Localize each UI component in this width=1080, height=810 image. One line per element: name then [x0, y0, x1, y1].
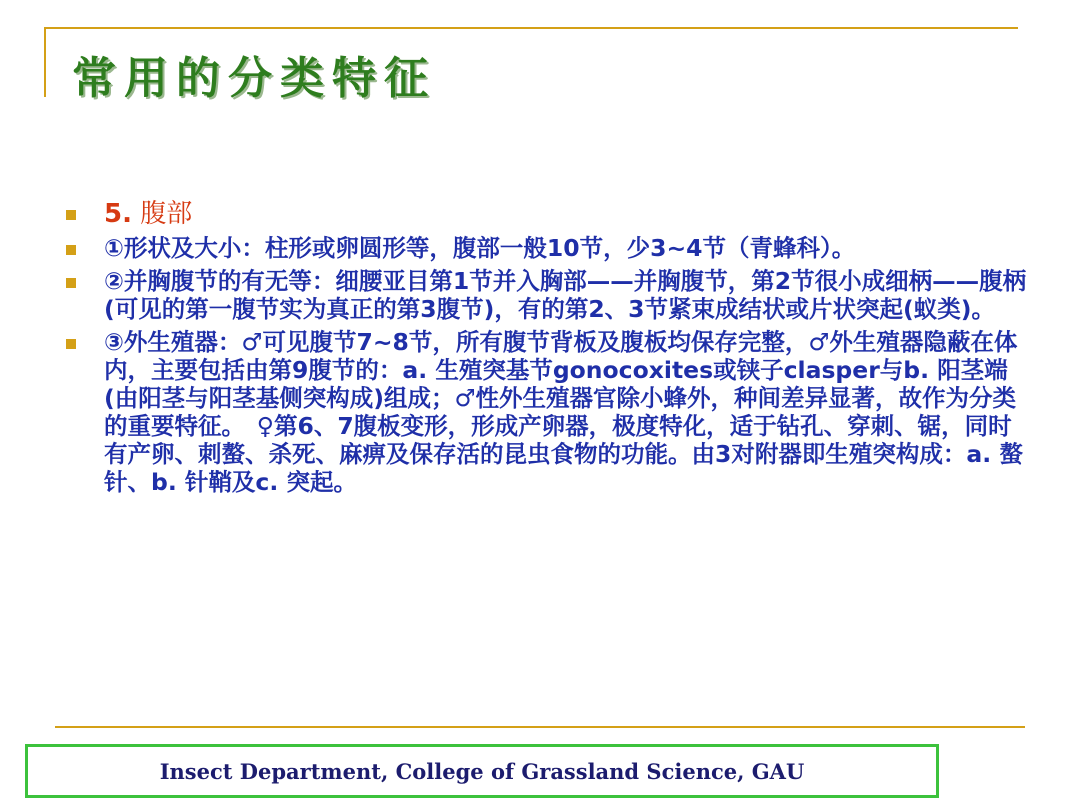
- footer-text: Insect Department, College of Grassland Science, GAU: [159, 758, 805, 784]
- list-item: [62, 267, 1032, 323]
- bottom-rule: [55, 726, 1025, 728]
- section-label: 腹部: [131, 199, 193, 229]
- list-item-text: ①形状及大小：柱形或卵圆形等，腹部一般10节，少3~4节（青蜂科）。: [104, 234, 856, 262]
- bullet-marker: [66, 278, 76, 288]
- bullet-list: [62, 196, 1032, 501]
- section-heading: [62, 196, 1032, 232]
- section-number: 5.: [104, 199, 132, 229]
- slide-title: 常用的分类特征: [72, 53, 436, 104]
- bullet-marker: [66, 210, 76, 220]
- list-item-text: ②并胸腹节的有无等：细腰亚目第1节并入胸部——并胸腹节，第2节很小成细柄——腹柄(可见的第一腹节实为真正的第3腹节)，有的第2、3节紧束成结状或片状突起(蚁类)。: [104, 267, 1027, 323]
- bullet-marker: [66, 339, 76, 349]
- list-item: [62, 234, 1032, 262]
- list-item: [62, 328, 1032, 496]
- top-rule: [44, 27, 1018, 29]
- footer-box: [25, 744, 939, 798]
- bullet-marker: [66, 245, 76, 255]
- list-item-text: ③外生殖器：♂可见腹节7~8节，所有腹节背板及腹板均保存完整，♂外生殖器隐蔽在体内，主要包括由第9腹节的：a. 生殖突基节gonocoxites或铗子clasper与b. 阳茎端(由阳茎与阳茎基侧突构成)组成；♂性外生殖器官除小蜂外，种间差异显著，故作为分类的重要特征。 ♀第6、7腹板变形，形成产卵器，极度特化，适于钻孔、穿刺、锯，同时有产卵、刺螯、杀死、麻痹及保存活的昆虫食物的功能。由3对附器即生殖突构成：a. 螯针、b. 针鞘及c. 突起。: [104, 328, 1023, 496]
- left-rule: [44, 27, 46, 97]
